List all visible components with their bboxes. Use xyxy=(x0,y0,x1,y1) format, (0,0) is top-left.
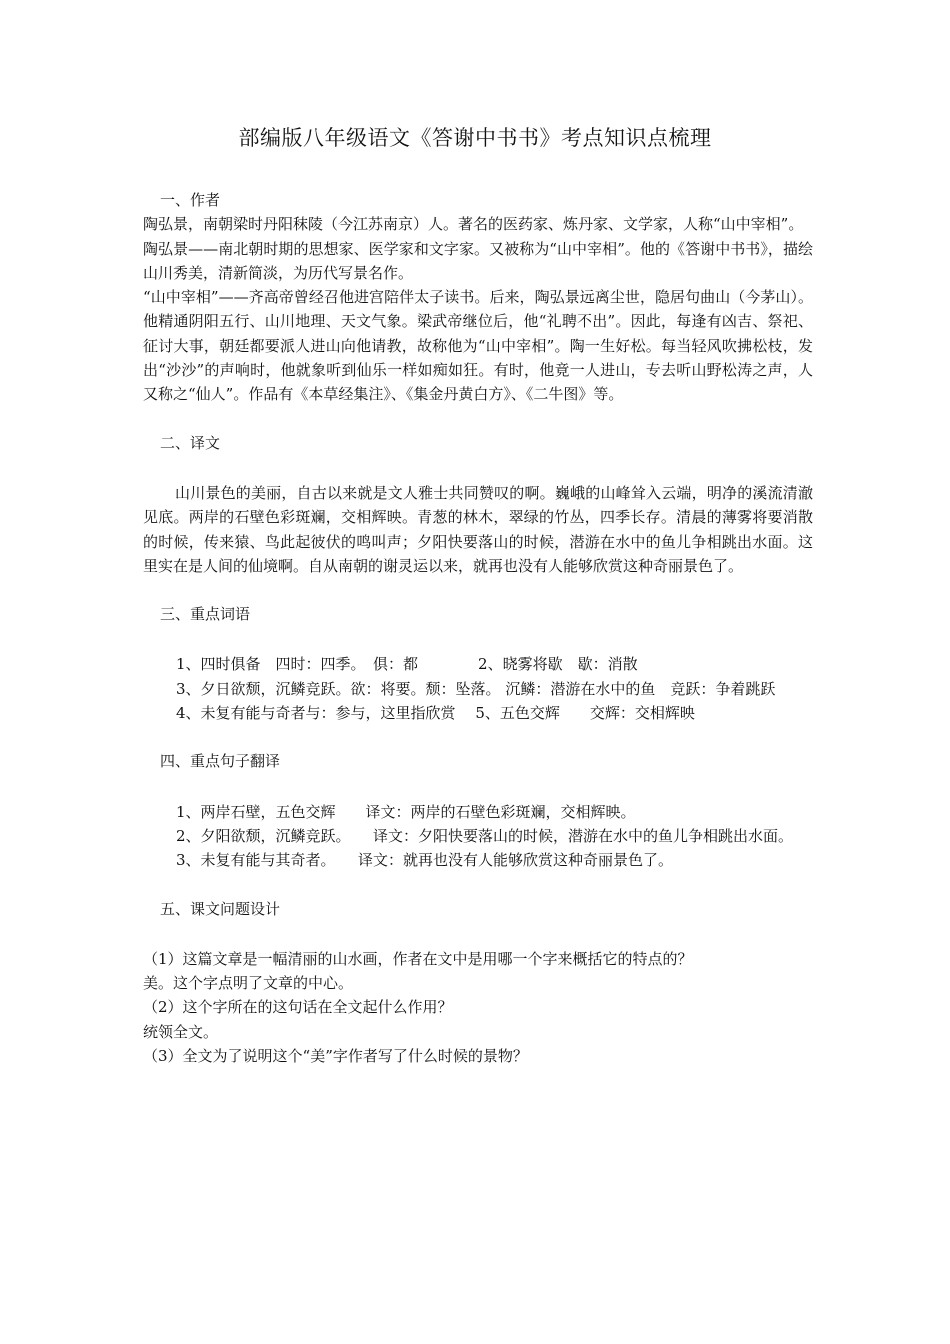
section-spacer xyxy=(143,774,813,800)
section-spacer xyxy=(143,455,813,481)
document-body xyxy=(143,188,813,1068)
question-line-3: （3）全文为了说明这个“美”字作者写了什么时候的景物？ xyxy=(143,1047,528,1066)
author-paragraph-3: “山中宰相”——齐高帝曾经召他进宫陪伴太子读书。后来，陶弘景远离尘世，隐居句曲山（今茅山）。他精通阴阳五行、山川地理、天文气象。梁武帝继位后，他“礼聘不出”。因此，每逢有凶吉、祭祀、征讨大事，朝廷都要派人进山向他请教，故称他为“山中宰相”。陶一生好松。每当轻风吹拂松枝，发出“沙沙”的声响时，他就象听到仙乐一样如痴如狂。有时，他竟一人进山，专去听山野松涛之声，人又称之“仙人”。作品有《本草经集注》、《集金丹黄白方》、《二牛图》等。 xyxy=(143,288,813,404)
question-line-2: （2）这个字所在的这句话在全文起什么作用？ xyxy=(143,998,453,1017)
section-spacer xyxy=(143,578,813,602)
section-spacer xyxy=(143,725,813,749)
section-spacer xyxy=(143,407,813,431)
answer-line-1: 美。这个字点明了文章的中心。 xyxy=(143,974,354,993)
section-heading-questions: 五、课文问题设计 xyxy=(160,899,281,918)
section-heading-author: 一、作者 xyxy=(160,191,221,209)
author-paragraph-1: 陶弘景，南朝梁时丹阳秣陵（今江苏南京）人。著名的医药家、炼丹家、文学家，人称“山中宰相”。 xyxy=(143,215,804,234)
document-title: 部编版八年级语文《答谢中书书》考点知识点梳理 xyxy=(238,126,712,150)
section-heading-translation: 二、译文 xyxy=(160,433,221,452)
answer-line-2: 统领全文。 xyxy=(143,1022,219,1041)
key-sentence-item-3: 3、未复有能与其奇者。 译文：就再也没有人能够欣赏这种奇丽景色了。 xyxy=(176,851,674,870)
section-heading-key-words: 三、重点词语 xyxy=(160,605,251,624)
section-spacer xyxy=(143,921,813,947)
question-line-1: （1）这篇文章是一幅清丽的山水画，作者在文中是用哪一个字来概括它的特点的？ xyxy=(143,949,693,968)
section-spacer xyxy=(143,873,813,897)
key-sentence-item-1: 1、两岸石壁，五色交辉 译文：两岸的石壁色彩斑斓，交相辉映。 xyxy=(176,802,636,821)
key-word-item-3: 4、未复有能与奇者与：参与，这里指欣赏 5、五色交辉 交辉：交相辉映 xyxy=(176,704,695,723)
section-heading-key-sentences: 四、重点句子翻译 xyxy=(160,752,281,771)
key-word-item-2: 3、夕日欲颓，沉鳞竞跃。欲：将要。颓：坠落。 沉鳞：潜游在水中的鱼 竞跃：争着跳跃 xyxy=(176,679,776,698)
author-paragraph-2: 陶弘景——南北朝时期的思想家、医学家和文字家。又被称为“山中宰相”。他的《答谢中书书》，描绘山川秀美，清新简淡，为历代写景名作。 xyxy=(143,239,813,282)
key-sentence-item-2: 2、夕阳欲颓，沉鳞竞跃。 译文：夕阳快要落山的时候，潜游在水中的鱼儿争相跳出水面。 xyxy=(176,826,794,845)
translation-paragraph: 山川景色的美丽，自古以来就是文人雅士共同赞叹的啊。巍峨的山峰耸入云端，明净的溪流清澈见底。两岸的石壁色彩斑斓，交相辉映。青葱的林木，翠绿的竹丛，四季长存。清晨的薄雾将要消散的时候，传来猿、鸟此起彼伏的鸣叫声；夕阳快要落山的时候，潜游在水中的鱼儿争相跳出水面。这里实在是人间的仙境啊。自从南朝的谢灵运以来，就再也没有人能够欣赏这种奇丽景色了。 xyxy=(143,483,813,575)
section-spacer xyxy=(143,626,813,652)
key-word-item-1: 1、四时俱备 四时：四季。 俱：都 2、晓雾将歇 歇：消散 xyxy=(176,655,638,674)
